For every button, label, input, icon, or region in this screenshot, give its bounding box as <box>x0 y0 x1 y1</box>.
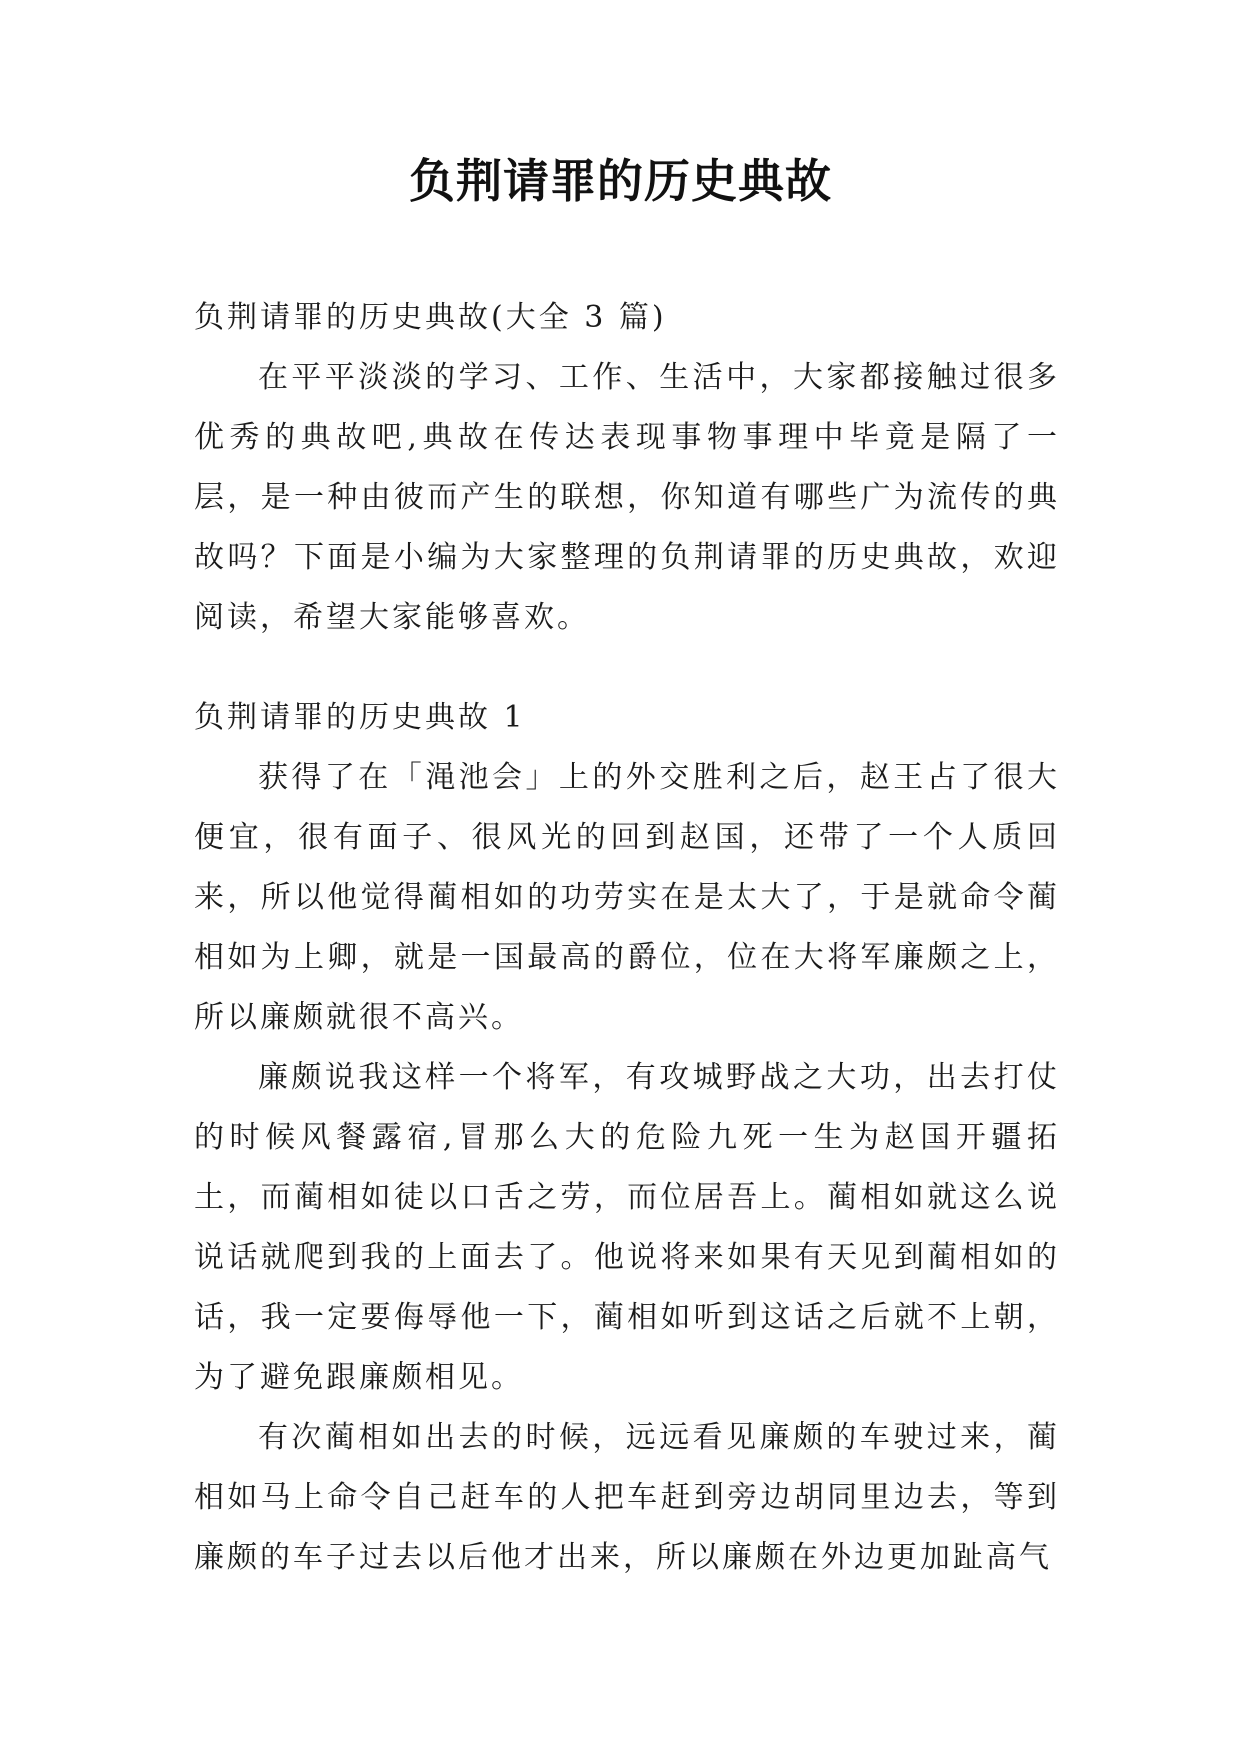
section-paragraph: 廉颇说我这样一个将军，有攻城野战之大功，出去打仗的时候风餐露宿,冒那么大的危险九死一生为赵国开疆拓土，而蔺相如徒以口舌之劳，而位居吾上。蔺相如就这么说说话就爬到我的上面去了。他说将来如果有天见到蔺相如的话，我一定要侮辱他一下，蔺相如听到这话之后就不上朝，为了避免跟廉颇相见。 <box>194 1060 1060 1395</box>
section-paragraph: 获得了在「渑池会」上的外交胜利之后，赵王占了很大便宜，很有面子、很风光的回到赵国，还带了一个人质回来，所以他觉得蔺相如的功劳实在是太大了，于是就命令蔺相如为上卿，就是一国最高的爵位，位在大将军廉颇之上，所以廉颇就很不高兴。 <box>194 760 1060 1035</box>
document-body <box>194 288 1060 1588</box>
document-title: 负荆请罪的历史典故 <box>409 154 832 208</box>
intro-paragraph: 在平平淡淡的学习、工作、生活中，大家都接触过很多优秀的典故吧,典故在传达表现事物事理中毕竟是隔了一层，是一种由彼而产生的联想，你知道有哪些广为流传的典故吗？下面是小编为大家整理的负荆请罪的历史典故，欢迎阅读，希望大家能够喜欢。 <box>194 360 1060 635</box>
intro-paragraph-block <box>194 348 1060 648</box>
section-1-paragraphs <box>194 748 1060 1588</box>
section-paragraph: 有次蔺相如出去的时候，远远看见廉颇的车驶过来，蔺相如马上命令自己赶车的人把车赶到旁边胡同里边去，等到廉颇的车子过去以后他才出来，所以廉颇在外边更加趾高气 <box>194 1420 1060 1575</box>
section-heading: 负荆请罪的历史典故 1 <box>194 700 526 735</box>
section-spacer <box>194 648 1060 688</box>
document-subtitle: 负荆请罪的历史典故(大全 3 篇) <box>194 300 667 335</box>
